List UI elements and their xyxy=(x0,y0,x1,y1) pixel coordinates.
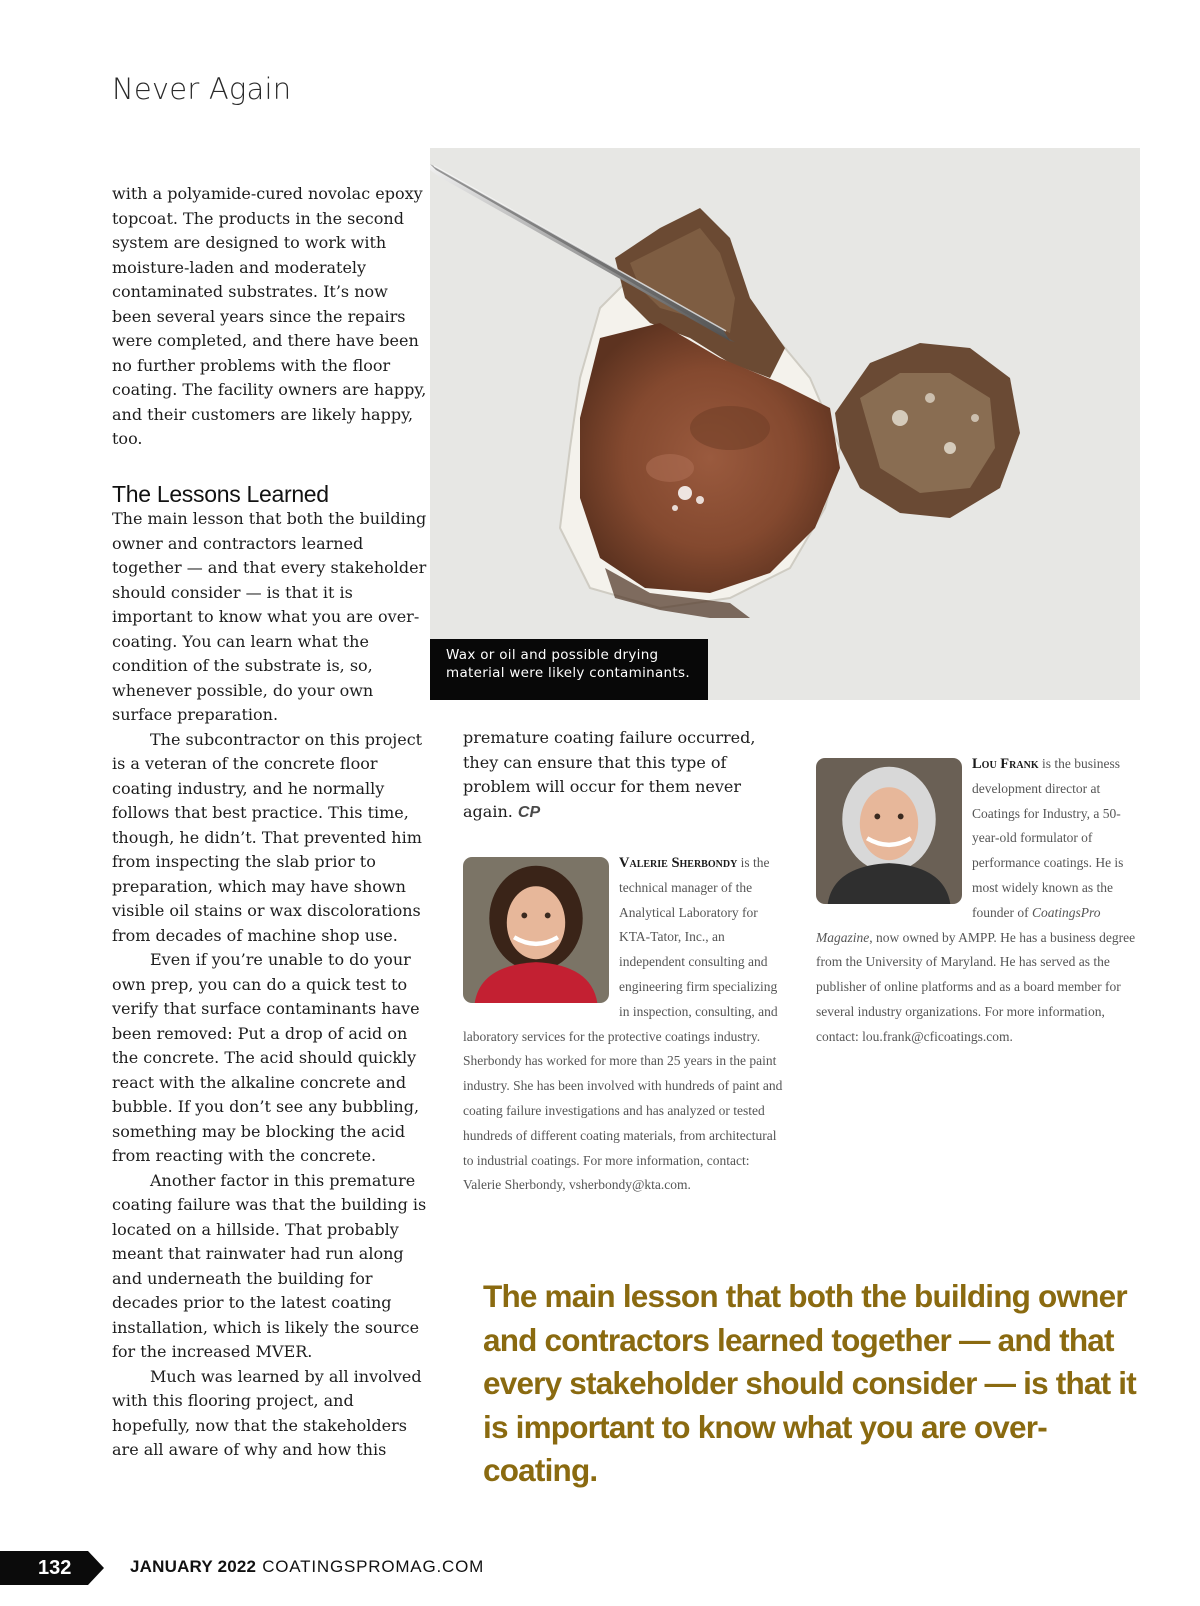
author-portrait-lou xyxy=(816,758,962,904)
article-paragraph xyxy=(463,726,773,825)
article-paragraph: The main lesson that both the building owner and contractors learned together — and that every stakeholder should consider — is that it is important to know what you are over-coating. You can learn what the condition of the substrate is, so, whenever possible, do your own surface preparation. xyxy=(112,509,427,724)
photo-caption: Wax or oil and possible drying material were likely contaminants. xyxy=(430,639,708,700)
website: COATINGSPROMAG.COM xyxy=(262,1557,485,1576)
issue-date: JANUARY 2022 xyxy=(130,1557,257,1576)
article-column-1 xyxy=(112,182,432,1463)
author-name: Lou Frank xyxy=(972,756,1039,772)
section-heading: The Lessons Learned xyxy=(112,480,329,507)
author-bio-valerie xyxy=(463,851,785,1198)
author-portrait-valerie xyxy=(463,857,609,1003)
bio-text-part: is the business development director at Coatings for Industry, a 50-year-old formulator of performance coatings. He is most widely known as the founder of xyxy=(972,756,1124,920)
article-paragraph: Much was learned by all involved with this flooring project, and hopefully, now that the stakeholders are all aware of why and how this xyxy=(112,1366,422,1459)
publication-name: CoatingsPro Magazine xyxy=(816,904,1101,945)
article-column-2 xyxy=(463,726,773,825)
pull-quote: The main lesson that both the building owner and contractors learned together — and that every stakeholder should consider — is that it is important to know what you are over-coating. xyxy=(483,1278,1136,1488)
bio-text-part: , now owned by AMPP. He has a business degree from the University of Maryland. He has served as the publisher of online platforms and as a board member for several industry organizations. For more information, contact: lou.frank@cficoatings.com. xyxy=(816,929,1136,1044)
article-paragraph: Another factor in this premature coating failure was that the building is located on a hillside. That probably meant that rainwater had run along and underneath the building for decades prior to the latest coating installation, which is likely the source for the increased MVER. xyxy=(112,1170,427,1361)
bio-text xyxy=(816,752,1138,1050)
bio-text xyxy=(463,851,785,1198)
end-mark: CP xyxy=(517,803,541,821)
article-paragraph: with a polyamide-cured novolac epoxy topcoat. The products in the second system are designed to work with moisture-laden and moderately contaminated substrates. It’s now been several years since the repairs were completed, and there have been no further problems with the floor coating. The facility owners are happy, and their customers are likely happy, too. xyxy=(112,184,427,448)
article-paragraph: The subcontractor on this project is a veteran of the concrete floor coating industry, and he normally follows that best practice. This time, though, he didn’t. That prevented him from inspecting the slab prior to preparation, which may have shown visible oil stains or wax discolorations from decades of machine shop use. xyxy=(112,729,423,945)
contaminated-coating-photo xyxy=(430,148,1140,700)
author-bio-lou xyxy=(816,752,1138,1050)
section-title: Never Again xyxy=(112,72,292,106)
bio-text-part: is the technical manager of the Analytical Laboratory for KTA-Tator, Inc., an independent consulting and engineering firm specializing in inspection, consulting, and laboratory services for the protective coatings industry. Sherbondy has worked for more than 25 years in the paint industry. She has been involved with hundreds of paint and coating failure investigations and has analyzed or tested hundreds of different coating materials, from architectural to industrial coatings. For more information, contact: Valerie Sherbondy, vsherbondy@kta.com. xyxy=(463,855,783,1193)
coating-failure-illustration xyxy=(430,148,1140,700)
article-paragraph: Even if you’re unable to do your own prep, you can do a quick test to verify that surface contaminants have been removed: Put a drop of acid on the concrete. The acid should quickly react with the alkaline concrete and bubble. If you don’t see any bubbling, something may be blocking the acid from reacting with the concrete. xyxy=(112,950,420,1165)
footer-info xyxy=(130,1557,484,1577)
author-name: Valerie Sherbondy xyxy=(619,855,738,871)
page-number: 132 xyxy=(38,1557,72,1579)
article-closing-text: premature coating failure occurred, they can ensure that this type of problem will occur for them never again. xyxy=(463,728,756,821)
